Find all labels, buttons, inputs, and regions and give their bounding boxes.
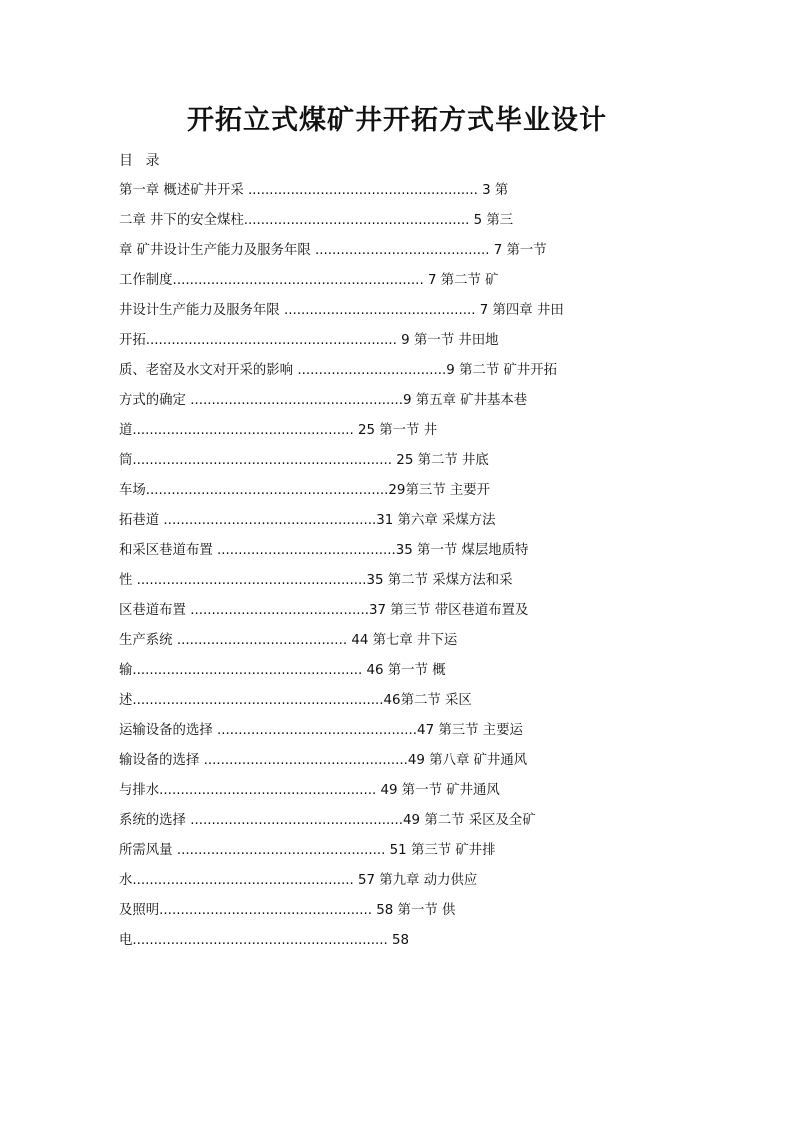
- toc-line: 述...........................................................46第二节 采区: [119, 693, 472, 708]
- toc-line: 及照明.................................................. 58 第一节 供: [119, 903, 456, 918]
- toc-line: 筒............................................................. 25 第二节 井底: [119, 453, 489, 468]
- toc-line: 开拓........................................................... 9 第一节 井田地: [119, 333, 499, 348]
- toc-line: 道.................................................... 25 第一节 井: [119, 423, 438, 438]
- document-title: 开拓立式煤矿井开拓方式毕业设计: [187, 105, 607, 136]
- toc-line: 电............................................................ 58: [119, 933, 410, 948]
- toc-line: 运输设备的选择 ...............................................47 第三节 主要运: [119, 723, 523, 738]
- toc-line: 井设计生产能力及服务年限 ............................................. 7 第四章 井田: [119, 303, 564, 318]
- toc-line: 质、老窑及水文对开采的影响 ...................................9 第二节 矿井开拓: [119, 363, 558, 378]
- table-of-contents: [119, 176, 681, 956]
- toc-line: 性 ......................................................35 第二节 采煤方法和采: [119, 573, 513, 588]
- toc-line: 系统的选择 ..................................................49 第二节 采区及全矿: [119, 813, 536, 828]
- toc-line: 水.................................................... 57 第九章 动力供应: [119, 873, 478, 888]
- toc-line: 输设备的选择 ................................................49 第八章 矿井通风: [119, 753, 528, 768]
- toc-line: 生产系统 ........................................ 44 第七章 井下运: [119, 633, 458, 648]
- toc-line: 所需风量 ................................................. 51 第三节 矿井排: [119, 843, 496, 858]
- toc-line: 拓巷道 ..................................................31 第六章 采煤方法: [119, 513, 496, 528]
- toc-line: 方式的确定 ..................................................9 第五章 矿井基本巷: [119, 393, 528, 408]
- toc-line: 和采区巷道布置 ..........................................35 第一节 煤层地质特: [119, 543, 529, 558]
- toc-line: 工作制度........................................................... 7 第二节 矿: [119, 273, 499, 288]
- toc-line: 输...................................................... 46 第一节 概: [119, 663, 446, 678]
- toc-heading: 目 录: [119, 153, 164, 169]
- toc-line: 章 矿井设计生产能力及服务年限 ......................................... 7 第一节: [119, 243, 547, 258]
- toc-line: 二章 井下的安全煤柱..................................................... 5 第三: [119, 213, 514, 228]
- toc-line: 第一章 概述矿井开采 ...................................................... 3 第: [119, 183, 509, 198]
- toc-line: 车场.........................................................29第三节 主要开: [119, 483, 491, 498]
- toc-line: 与排水................................................... 49 第一节 矿井通风: [119, 783, 500, 798]
- toc-line: 区巷道布置 ..........................................37 第三节 带区巷道布置及: [119, 603, 529, 618]
